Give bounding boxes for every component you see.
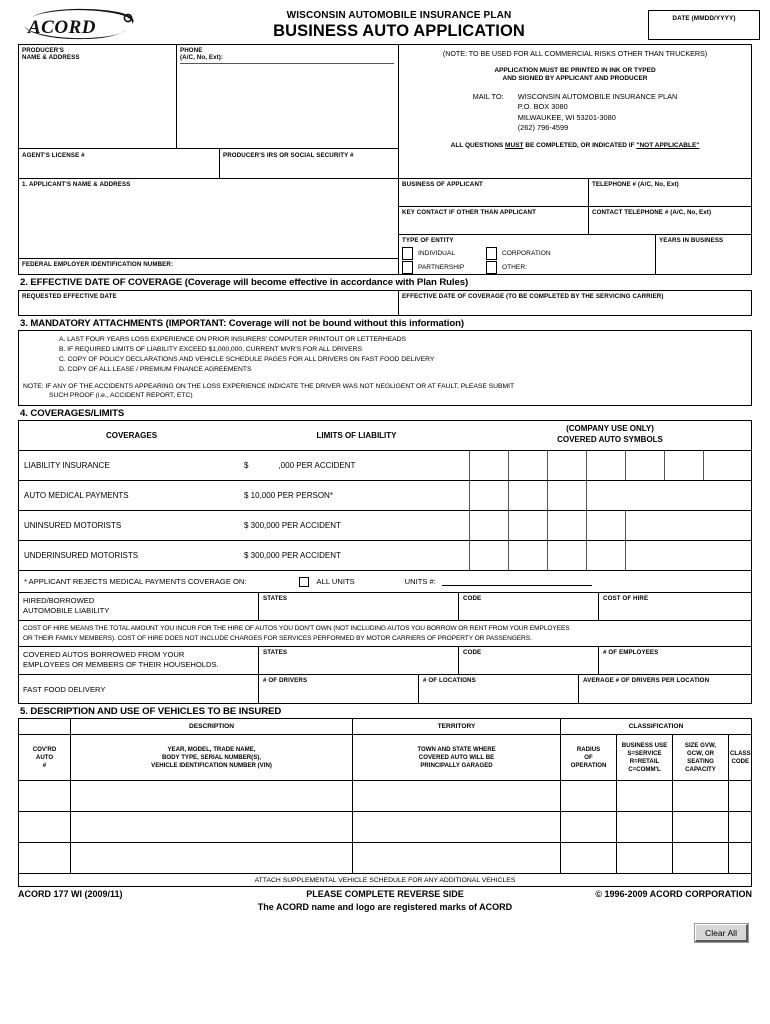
symbol-cell[interactable] <box>586 451 626 480</box>
borrowed-line-2: EMPLOYEES OR MEMBERS OF THEIR HOUSEHOLDS. <box>23 659 219 669</box>
cell-description[interactable] <box>71 812 353 842</box>
producer-top-row <box>19 45 398 149</box>
must-be-printed-note <box>405 67 745 83</box>
symbol-cell[interactable] <box>508 511 548 540</box>
cell-business-use[interactable] <box>617 843 673 873</box>
cell-business-use[interactable] <box>617 812 673 842</box>
applicant-right <box>399 179 751 274</box>
svg-text:ACORD: ACORD <box>28 17 96 38</box>
size-subheader <box>673 735 729 780</box>
entity-option-other[interactable] <box>486 261 527 274</box>
borrowed-employees-field[interactable] <box>599 647 751 674</box>
group-classification-header: CLASSIFICATION <box>628 723 684 731</box>
cell-covrd-auto[interactable] <box>19 812 71 842</box>
group-blank-cell <box>19 719 71 734</box>
telephone-field[interactable] <box>589 179 751 206</box>
radius-line-1: RADIUS <box>576 746 601 754</box>
borrowed-code-field[interactable] <box>459 647 599 674</box>
bus-line-3: R=RETAIL <box>629 757 660 765</box>
form-header <box>0 0 770 42</box>
symbol-cell[interactable] <box>508 481 548 510</box>
vehicle-table-row <box>19 781 751 812</box>
producer-name-label-1: PRODUCER'S <box>22 47 65 54</box>
producer-irs-label: PRODUCER'S IRS OR SOCIAL SECURITY # <box>223 152 354 159</box>
cell-class-code[interactable] <box>729 843 751 873</box>
ff-drivers-label: # OF DRIVERS <box>263 676 308 684</box>
reject-units-number-label: UNITS #: <box>404 577 436 587</box>
entity-option-corporation[interactable] <box>486 247 551 260</box>
section-1-applicant <box>18 179 752 275</box>
ff-locations-label: # OF LOCATIONS <box>423 676 476 684</box>
section-2-box <box>18 290 752 316</box>
covrd-line-3: # <box>42 761 47 769</box>
symbol-cells-underinsured <box>469 541 751 570</box>
borrowed-line-1: COVERED AUTOS BORROWED FROM YOUR <box>23 649 185 659</box>
section-3-title: 3. MANDATORY ATTACHMENTS (IMPORTANT: Coverage will not be bound without this information) <box>20 317 464 329</box>
size-line-2: GCW, OR <box>686 750 715 758</box>
producer-name-label-2: NAME & ADDRESS <box>22 54 80 62</box>
section-4-box <box>18 420 752 704</box>
attachment-item-d: D. COPY OF ALL LEASE / PREMIUM FINANCE AGREEMENTS <box>59 365 252 373</box>
coverage-name-liability: LIABILITY INSURANCE <box>24 461 110 471</box>
coverage-limit-underinsured[interactable] <box>244 541 469 570</box>
ff-locations-field[interactable] <box>419 675 579 703</box>
hired-code-field[interactable] <box>459 593 599 620</box>
carrier-effective-date-field[interactable] <box>399 291 751 315</box>
covrd-auto-header <box>19 735 71 780</box>
section-5-title: 5. DESCRIPTION AND USE OF VEHICLES TO BE INSURED <box>20 705 282 717</box>
symbols-header-line-2: COVERED AUTO SYMBOLS <box>557 435 663 445</box>
all-questions-a: ALL QUESTIONS <box>450 142 506 150</box>
symbols-header-line-1: (COMPANY USE ONLY) <box>566 424 654 434</box>
entity-checkbox-grid <box>402 246 655 274</box>
date-field-box[interactable] <box>648 10 760 40</box>
key-contact-row <box>399 207 751 235</box>
cell-radius[interactable] <box>561 781 617 811</box>
size-line-1: SIZE GVW, <box>684 742 717 750</box>
section-4-title: 4. COVERAGES/LIMITS <box>20 407 125 419</box>
symbol-cell[interactable] <box>586 541 626 570</box>
mail-to-address <box>518 92 678 133</box>
cost-of-hire-label: COST OF HIRE <box>603 595 649 603</box>
clear-all-button[interactable]: Clear All <box>695 924 748 942</box>
size-line-4: CAPACITY <box>685 765 716 773</box>
checkbox-partnership-icon[interactable] <box>402 261 413 274</box>
hired-states-field[interactable] <box>259 593 459 620</box>
cell-description[interactable] <box>71 781 353 811</box>
ff-average-label: AVERAGE # OF DRIVERS PER LOCATION <box>583 676 710 684</box>
note-panel <box>399 45 751 178</box>
vehicle-group-header-row <box>19 719 751 735</box>
bus-line-2: S=SERVICE <box>627 750 662 758</box>
fein-label: FEDERAL EMPLOYER IDENTIFICATION NUMBER: <box>22 261 174 269</box>
section-5-box <box>18 718 752 887</box>
underinsured-limit-text: $ 300,000 PER ACCIDENT <box>244 551 341 561</box>
entity-option-individual[interactable] <box>402 247 486 260</box>
plan-title: WISCONSIN AUTOMOBILE INSURANCE PLAN <box>286 10 512 21</box>
reverse-side-note: PLEASE COMPLETE REVERSE SIDE <box>306 889 464 900</box>
coverages-col-header: COVERAGES <box>105 431 158 441</box>
symbol-cells-uninsured <box>469 511 751 540</box>
cell-business-use[interactable] <box>617 781 673 811</box>
reject-all-units-label: ALL UNITS <box>316 577 355 587</box>
business-telephone-row <box>399 179 751 207</box>
class-line-1: CLASS <box>730 750 751 758</box>
vehicle-table-row <box>19 812 751 843</box>
date-label: DATE (MMDD/YYYY) <box>672 15 736 22</box>
type-of-entity-label: TYPE OF ENTITY <box>402 237 454 244</box>
class-line-2: CODE <box>731 757 750 765</box>
coverage-row-underinsured <box>19 541 751 571</box>
liability-dollar-sign: $ <box>244 461 249 471</box>
section-3-note-line-1: NOTE: IF ANY OF THE ACCIDENTS APPEARING ON THE LOSS EXPERIENCE INDICATE THE DRIVER WAS NOT NEGLIGENT OR AT FAULT, PLEASE SUBMIT <box>23 382 515 390</box>
coverage-limit-liability[interactable] <box>244 451 469 480</box>
checkbox-other-icon[interactable] <box>486 261 497 274</box>
entity-row <box>399 235 751 274</box>
radius-line-3: OPERATION <box>570 761 607 769</box>
business-of-applicant-label: BUSINESS OF APPLICANT <box>402 181 483 188</box>
agent-license-label: AGENT'S LICENSE # <box>22 152 85 159</box>
years-in-business-label: YEARS IN BUSINESS <box>659 237 724 244</box>
borrowed-autos-row <box>19 647 751 675</box>
symbol-cell[interactable] <box>547 481 587 510</box>
producer-block <box>19 45 399 178</box>
entity-option-partnership[interactable] <box>402 261 486 274</box>
all-questions-must: MUST <box>505 142 524 150</box>
must-line-2: AND SIGNED BY APPLICANT AND PRODUCER <box>502 75 648 83</box>
coverage-limit-auto-medical[interactable] <box>244 481 469 510</box>
form-id: ACORD 177 WI (2009/11) <box>18 889 123 900</box>
attach-supplemental-note: ATTACH SUPPLEMENTAL VEHICLE SCHEDULE FOR ANY ADDITIONAL VEHICLES <box>254 876 516 884</box>
cell-class-code[interactable] <box>729 781 751 811</box>
must-line-1: APPLICATION MUST BE PRINTED IN INK OR TYPED <box>494 67 656 74</box>
requested-effective-date-field[interactable] <box>19 291 399 315</box>
hired-borrowed-line-1: HIRED/BORROWED <box>23 596 95 606</box>
key-contact-label: KEY CONTACT IF OTHER THAN APPLICANT <box>402 209 537 216</box>
requested-effective-date-label: REQUESTED EFFECTIVE DATE <box>22 292 117 300</box>
clear-all-wrapper <box>18 924 752 942</box>
covrd-line-1: COV'RD <box>32 746 57 754</box>
form-footer <box>18 889 752 942</box>
section-2-title: 2. EFFECTIVE DATE OF COVERAGE (Coverage will become effective in accordance with Plan Rules) <box>20 277 469 289</box>
attachment-item-b: B. IF REQUIRED LIMITS OF LIABILITY EXCEED $1,000,000, CURRENT MVR'S FOR ALL DRIVERS <box>59 346 362 354</box>
borrowed-code-label: CODE <box>463 648 482 656</box>
coverages-header-row <box>19 421 751 451</box>
terr-line-3: PRINCIPALLY GARAGED <box>420 761 493 769</box>
cost-of-hire-field[interactable] <box>599 593 751 620</box>
commercial-risks-note: (NOTE: TO BE USED FOR ALL COMMERCIAL RISKS OTHER THAN TRUCKERS) <box>442 49 708 58</box>
coverage-row-uninsured <box>19 511 751 541</box>
covrd-line-2: AUTO <box>35 754 54 762</box>
bus-line-1: BUSINESS USE <box>621 742 668 750</box>
cell-territory[interactable] <box>353 812 561 842</box>
type-of-entity-field <box>399 235 656 274</box>
contact-telephone-field[interactable] <box>589 207 751 234</box>
mail-line-2: P.O. BOX 3080 <box>517 102 568 112</box>
limits-col-header: LIMITS OF LIABILITY <box>316 431 397 441</box>
terr-line-2: COVERED AUTO WILL BE <box>418 754 495 762</box>
form-title: BUSINESS AUTO APPLICATION <box>273 22 525 40</box>
cost-of-hire-definition <box>19 621 751 647</box>
contact-telephone-label: CONTACT TELEPHONE # (A/C, No, Ext) <box>592 209 712 216</box>
symbol-cell[interactable] <box>469 541 509 570</box>
ff-drivers-field[interactable] <box>259 675 419 703</box>
applicant-name-address-field[interactable] <box>19 179 398 259</box>
checkbox-corporation-icon[interactable] <box>486 247 497 260</box>
carrier-effective-date-label: EFFECTIVE DATE OF COVERAGE (TO BE COMPLETED BY THE SERVICING CARRIER) <box>402 292 664 300</box>
checkbox-individual-icon[interactable] <box>402 247 413 260</box>
hired-states-label: STATES <box>263 595 288 603</box>
agent-license-field[interactable] <box>19 149 220 178</box>
symbol-cell[interactable] <box>469 481 509 510</box>
attachment-item-c: C. COPY OF POLICY DECLARATIONS AND VEHICLE SCHEDULE PAGES FOR ALL DRIVERS ON FAST FOOD DELIVERY <box>59 356 435 363</box>
phone-input-rule <box>180 63 394 64</box>
all-questions-b: BE COMPLETED, OR INDICATED IF <box>523 142 637 150</box>
cell-covrd-auto[interactable] <box>19 843 71 873</box>
cell-territory[interactable] <box>353 843 561 873</box>
hired-borrowed-line-2: AUTOMOBILE LIABILITY <box>23 605 110 615</box>
auto-medical-limit-text: $ 10,000 PER PERSON* <box>244 491 333 501</box>
producer-and-note-grid <box>18 44 752 179</box>
symbol-cell[interactable] <box>469 451 509 480</box>
ff-average-field[interactable] <box>579 675 751 703</box>
producer-name-address-field[interactable] <box>19 45 177 148</box>
coverage-row-auto-medical <box>19 481 751 511</box>
coverage-name-underinsured: UNDERINSURED MOTORISTS <box>24 551 139 561</box>
medical-payments-rejection-row <box>19 571 751 593</box>
desc-line-3: VEHICLE IDENTIFICATION NUMBER (VIN) <box>151 761 272 769</box>
acord-logo <box>18 8 150 42</box>
checkbox-all-units-icon[interactable] <box>299 577 309 587</box>
business-of-applicant-field[interactable] <box>399 179 589 206</box>
cost-note-line-1: COST OF HIRE MEANS THE TOTAL AMOUNT YOU INCUR FOR THE HIRE OF AUTOS YOU DON'T OWN (NOT INCLUDING AUTOS YOU BORROW OR RENT FROM YOUR EMPLOYEES <box>23 625 570 633</box>
hired-code-label: CODE <box>463 595 482 603</box>
symbol-cell[interactable] <box>508 541 548 570</box>
borrowed-states-field[interactable] <box>259 647 459 674</box>
header-titles <box>150 8 648 41</box>
producer-irs-field[interactable] <box>220 149 398 178</box>
producer-phone-field[interactable] <box>177 45 398 148</box>
radius-subheader <box>561 735 617 780</box>
years-in-business-field[interactable] <box>656 235 751 274</box>
registered-marks-note: The ACORD name and logo are registered marks of ACORD <box>257 902 513 913</box>
symbol-cells-auto-medical <box>469 481 751 510</box>
uninsured-limit-text: $ 300,000 PER ACCIDENT <box>244 521 341 531</box>
cell-size[interactable] <box>673 843 729 873</box>
phone-label-2: (A/C, No, Ext): <box>180 54 224 62</box>
cell-radius[interactable] <box>561 812 617 842</box>
class-code-subheader <box>729 735 752 780</box>
entity-label-corporation: CORPORATION <box>502 249 551 257</box>
mail-to-block <box>405 92 745 133</box>
symbol-cell[interactable] <box>469 511 509 540</box>
symbol-cell[interactable] <box>625 451 665 480</box>
desc-line-1: YEAR, MODEL, TRADE NAME, <box>167 746 256 754</box>
fast-food-delivery-label: FAST FOOD DELIVERY <box>19 675 259 703</box>
group-description-header: DESCRIPTION <box>71 719 353 734</box>
terr-line-1: TOWN AND STATE WHERE <box>417 746 496 754</box>
borrowed-states-label: STATES <box>263 648 288 656</box>
cell-covrd-auto[interactable] <box>19 781 71 811</box>
reject-all-units-checkbox-wrap[interactable] <box>247 577 309 587</box>
coverage-name-uninsured: UNINSURED MOTORISTS <box>24 521 122 531</box>
cost-note-line-2: OR THEIR FAMILY MEMBERS). COST OF HIRE DOES NOT INCLUDE CHARGES FOR SERVICES PERFORMED BY MOTOR CARRIERS OF PROPERTY OR PASSENGERS. <box>23 634 532 642</box>
mail-line-4: (262) 796-4599 <box>517 122 569 132</box>
symbol-cell[interactable] <box>664 451 704 480</box>
producer-bottom-row <box>19 149 398 178</box>
symbol-cell[interactable] <box>547 541 587 570</box>
symbol-cell[interactable] <box>508 451 548 480</box>
footer-main-row <box>18 889 752 899</box>
entity-row-2 <box>402 260 655 274</box>
symbol-cells-liability <box>469 451 751 480</box>
all-questions-note <box>405 142 745 149</box>
size-line-3: SEATING <box>687 757 714 765</box>
key-contact-field[interactable] <box>399 207 589 234</box>
entity-label-other: OTHER: <box>502 263 527 271</box>
coverage-name-auto-medical: AUTO MEDICAL PAYMENTS <box>24 491 129 501</box>
mail-line-3: MILWAUKEE, WI 53201-3080 <box>517 112 616 122</box>
reject-label: * APPLICANT REJECTS MEDICAL PAYMENTS COVERAGE ON: <box>24 577 247 587</box>
cell-radius[interactable] <box>561 843 617 873</box>
cell-description[interactable] <box>71 843 353 873</box>
vehicle-subheader-row <box>19 735 751 781</box>
liability-limit-text: ,000 PER ACCIDENT <box>278 461 356 471</box>
section-3-box <box>18 330 752 405</box>
telephone-label: TELEPHONE # (A/C, No, Ext) <box>592 181 679 188</box>
business-use-subheader <box>617 735 673 780</box>
acord-logo-icon <box>18 8 150 42</box>
section-3-note <box>23 382 747 401</box>
entity-row-1 <box>402 246 655 260</box>
coverage-row-liability <box>19 451 751 481</box>
borrowed-employees-label: # OF EMPLOYEES <box>603 648 659 656</box>
cell-territory[interactable] <box>353 781 561 811</box>
cell-size[interactable] <box>673 781 729 811</box>
phone-label-1: PHONE <box>180 47 203 54</box>
territory-subheader <box>353 735 561 780</box>
section-2-wrapper <box>18 275 752 942</box>
cell-class-code[interactable] <box>729 812 751 842</box>
description-subheader <box>71 735 353 780</box>
symbol-cell[interactable] <box>586 511 626 540</box>
section-3-note-line-2: SUCH PROOF (i.e., ACCIDENT REPORT, ETC) <box>49 392 193 400</box>
fein-field[interactable] <box>19 259 398 274</box>
borrowed-autos-label <box>19 647 259 674</box>
all-questions-not-applicable: "NOT APPLICABLE" <box>636 142 700 150</box>
mail-line-1: WISCONSIN AUTOMOBILE INSURANCE PLAN <box>517 92 678 102</box>
hired-borrowed-label <box>19 593 259 620</box>
group-territory-header: TERRITORY <box>353 719 561 734</box>
bus-line-4: C=COMM'L <box>628 765 661 773</box>
mail-to-label: MAIL TO: <box>472 92 504 102</box>
desc-line-2: BODY TYPE, SERIAL NUMBER(S), <box>162 754 261 762</box>
cell-size[interactable] <box>673 812 729 842</box>
attachment-item-a: A. LAST FOUR YEARS LOSS EXPERIENCE ON PRIOR INSURERS' COMPUTER PRINTOUT OR LETTERHEADS <box>59 336 406 344</box>
hired-borrowed-row <box>19 593 751 621</box>
symbol-cell[interactable] <box>547 451 587 480</box>
fast-food-delivery-row <box>19 675 751 703</box>
applicant-name-label: 1. APPLICANT'S NAME & ADDRESS <box>22 181 131 188</box>
copyright-note: © 1996-2009 ACORD CORPORATION <box>595 889 752 900</box>
coverage-limit-uninsured[interactable] <box>244 511 469 540</box>
applicant-left <box>19 179 399 274</box>
reject-units-input[interactable] <box>442 577 592 586</box>
entity-label-individual: INDIVIDUAL <box>418 249 456 257</box>
symbol-cell[interactable] <box>547 511 587 540</box>
symbols-col-header <box>469 421 751 450</box>
entity-label-partnership: PARTNERSHIP <box>418 263 465 271</box>
radius-line-2: OF <box>584 754 593 762</box>
vehicle-table-row <box>19 843 751 874</box>
